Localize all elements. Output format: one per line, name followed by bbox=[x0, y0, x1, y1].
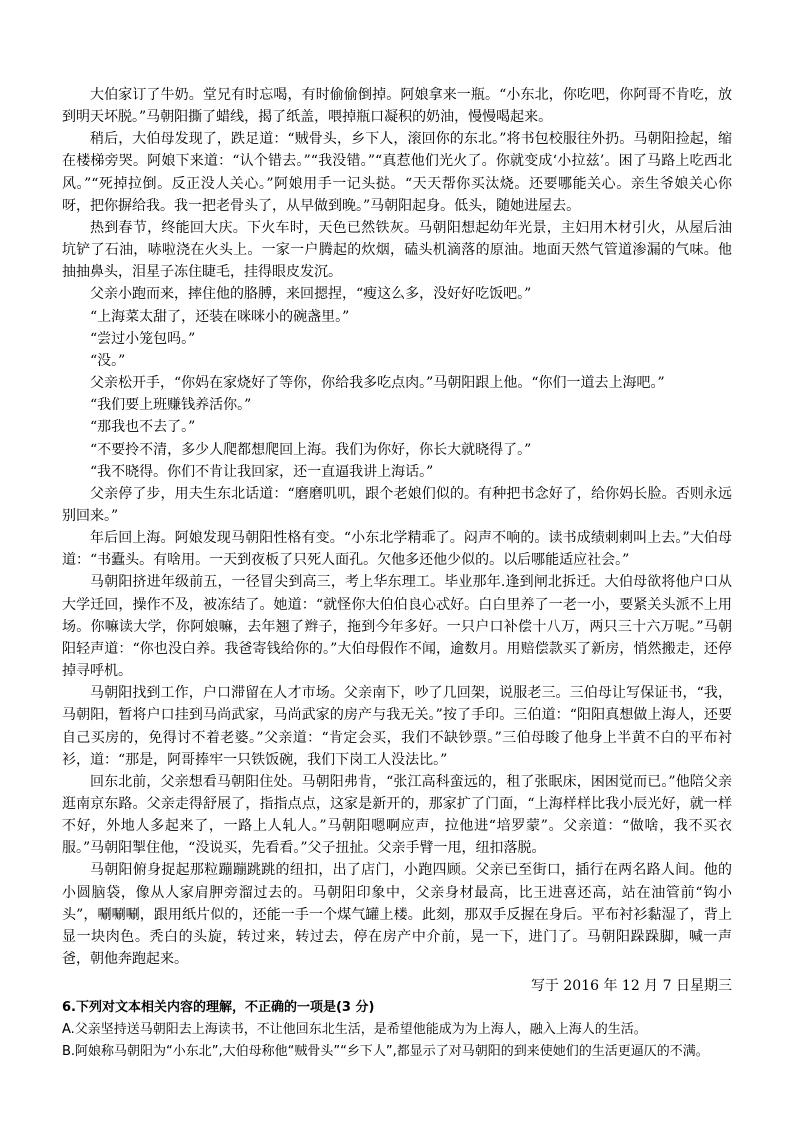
paragraph-1: 大伯家订了牛奶。堂兄有时忘喝，有时偷偷倒掉。阿娘拿来一瓶。“小东北，你吃吧，你阿哥不肯吃，放到明天坏脱。”马朝阳撕了蜡线，揭了纸盖，喂掉瓶口凝积的奶油，慢慢喝起来。 bbox=[62, 87, 732, 126]
paragraph-5: 父亲松开手，“你妈在家烧好了等你，你给我多吃点肉。”马朝阳跟上他。“你们一道去上海吧。” bbox=[90, 375, 665, 392]
dialogue-line: “没。” bbox=[90, 352, 126, 369]
dialogue-line: “不要拎不清，多少人爬都想爬回上海。我们为你好，你长大就晓得了。” bbox=[90, 441, 532, 458]
paragraph-2: 稍后，大伯母发现了，跌足道：“贼骨头，乡下人，滚回你的东北。”将书包校服往外扔。马朝阳捡起，缩在楼梯旁哭。阿娘下来道：“认个错去。”“我没错。”“真惹他们光火了。你就变成‘小拉兹’。困了马路上吃西北风。”“死掉拉倒。反正没人关心。”阿娘用手一记头挞。“天天帮你买汰烧。还要哪能关心。亲生爷娘关心你呀，把你摒给我。我一把老骨头了，从早做到晚。”马朝阳起身。低头，随她进屋去。 bbox=[62, 131, 732, 214]
document-page bbox=[62, 84, 732, 1063]
paragraph-7: 年后回上海。阿娘发现马朝阳性格有变。“小东北学精乖了。闷声不响的。读书成绩刺刺叫上去。”大伯母道：“书蠹头。有啥用。一天到夜板了只死人面孔。欠他多还他少似的。以后哪能适应社会。” bbox=[62, 530, 732, 569]
dialogue-line: “那我也不去了。” bbox=[90, 419, 196, 436]
paragraph-9: 马朝阳找到工作，户口滞留在人才市场。父亲南下，吵了几回架，说服老三。三伯母让写保证书，“我，马朝阳，暂将户口挂到马尚武家，马尚武家的房产与我无关。”按了手印。三伯道：“阳阳真想做上海人，还要自己买房的，免得讨不着老婆。”父亲道：“肯定会买，我们不缺钞票。”三伯母睃了他身上半黄不白的平布衬衫，道：“那是，阿哥捧牢一只铁饭碗，我们下岗工人没法比。” bbox=[62, 685, 732, 768]
paragraph-11: 马朝阳俯身捉起那粒蹦蹦跳跳的纽扣，出了店门，小跑四顾。父亲已至街口，插行在两名路人间。他的小圆脑袋，像从人家肩胛旁溜过去的。马朝阳印象中，父亲身材最高，比王进喜还高，站在油管前“钩小头”，唰唰唰，跟用纸片似的，还能一手一个煤气罐上楼。此刻，那双手反握在身后。平布衬衫黏湿了，背上显一块肉色。秃白的头旋，转过来，转过去，停在房产中介前，晃一下，进门了。马朝阳跺跺脚，喊一声爸，朝他奔跑起来。 bbox=[62, 862, 732, 968]
dialogue-line: “我不晓得。你们不肯让我回家，还一直逼我讲上海话。” bbox=[90, 463, 434, 480]
paragraph-10: 回东北前，父亲想看马朝阳住处。马朝阳弗肯，“张江高科蛮远的，租了张眠床，困困觉而已。”他陪父亲逛南京东路。父亲走得舒展了，指指点点，这家是新开的，那家扩了门面，“上海样样比我小辰光好，就一样不好，外地人多起来了，一路上人轧人。”马朝阳嗯啊应声，拉他进“培罗蒙”。父亲道：“做啥，我不买衣服。”马朝阳掣住他，“没说买，先看看。”父子扭扯。父亲手臂一甩，纽扣落脱。 bbox=[62, 773, 732, 857]
question-stem bbox=[62, 997, 732, 1019]
question-stem-text: 6.下列对文本相关内容的理解，不正确的一项是(3 分) bbox=[62, 1000, 375, 1016]
paragraph-8: 马朝阳挤进年级前五，一径冒尖到高三，考上华东理工。毕业那年.逢到闸北拆迁。大伯母欲将他户口从大学迁回，操作不及，被冻结了。她道：“就怪你大伯伯良心忒好。白白里养了一老一小，要紧关头派不上用场。你嘛读大学，你阿娘嘛，去年翘了辫子，拖到今年多好。一只户口补偿十八万，两只三十六万呢。”马朝阳轻声道：“你也没白养。我爸寄钱给你的。”大伯母假作不闻，逾数月。用赔偿款买了新房，悄然搬走，还停掉寻呼机。 bbox=[62, 574, 732, 680]
byline: 写于 2016 年 12 月 7 日星期三 bbox=[530, 978, 732, 995]
dialogue-line: “尝过小笼包吗。” bbox=[90, 330, 196, 347]
option-a: A.父亲坚持送马朝阳去上海读书，不让他回东北生活，是希望他能成为为上海人，融入上海人的生活。 bbox=[62, 1022, 647, 1038]
paragraph-3: 热到春节，终能回大庆。下火车时，天色已然铁灰。马朝阳想起幼年光景，主妇用木材引火，从屋后油坑铲了石油，哧啦浇在火头上。一家一户腾起的炊烟，磕头机滴落的原油。地面天然气管道渗漏的气味。他抽抽鼻头，泪星子冻住睫毛，挂得眼皮发沉。 bbox=[62, 219, 732, 281]
paragraph-6: 父亲停了步，用夫生东北话道：“磨磨叽叽，跟个老娘们似的。有种把书念好了，给你妈长脸。否则永远别回来。” bbox=[62, 485, 732, 524]
paragraph-4: 父亲小跑而来，摔住他的胳膊，来回摁捏，“瘦这么多，没好好吃饭吧。” bbox=[90, 286, 532, 303]
option-b: B.阿娘称马朝阳为“小东北”,大伯母称他“贼骨头”“乡下人”,都显示了对马朝阳的到来使她们的生活更逼仄的不满。 bbox=[62, 1044, 709, 1060]
dialogue-line: “上海菜太甜了，还装在咪咪小的碗盏里。” bbox=[90, 308, 350, 325]
dialogue-line: “我们要上班赚钱养活你。” bbox=[90, 397, 252, 414]
